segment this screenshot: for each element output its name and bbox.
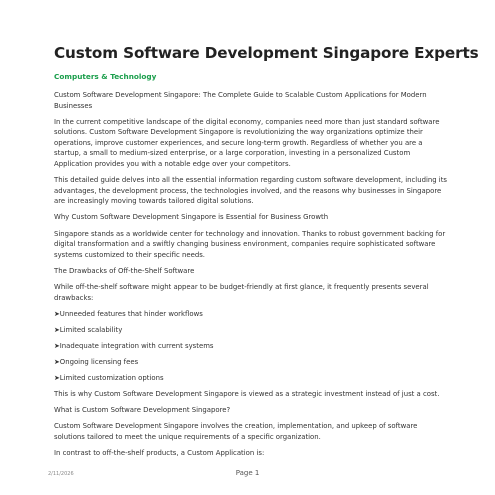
list-item: ➤Ongoing licensing fees <box>54 357 139 366</box>
page-number: Page 1 <box>235 469 260 477</box>
section-heading-why: Why Custom Software Development Singapore is Essential for Business Growth <box>54 213 329 222</box>
definition-paragraph: Custom Software Development Singapore involves the creation, implementation, and upkeep of software solutions tailored to meet the unique requirements of a specific organization. <box>54 422 418 441</box>
list-item: ➤Inadequate integration with current systems <box>54 341 214 350</box>
page-title: Custom Software Development Singapore Experts <box>54 44 479 62</box>
investment-paragraph: This is why Custom Software Development Singapore is viewed as a strategic investment instead of just a cost. <box>54 390 440 399</box>
subtitle-paragraph: Custom Software Development Singapore: The Complete Guide to Scalable Custom Applications for Modern Businesses <box>54 91 427 110</box>
document-content <box>54 44 479 464</box>
footer-date: 2/11/2026 <box>48 471 74 477</box>
intro-paragraph: In the current competitive landscape of the digital economy, companies need more than just standard software solutions. Custom Software Development Singapore is revolutionizing the way organizations optimize their operations, improve customer experiences, and secure long-term growth. Regardless of whether you are a startup, a small to medium-sized enterprise, or a large corporation, investing in a personalized Custom Application provides you with a notable edge over your competitors. <box>54 117 440 169</box>
singapore-paragraph: Singapore stands as a worldwide center for technology and innovation. Thanks to robust government backing for digital transformation and a swiftly changing business environment, companies require sophisticated software systems customized to their specific needs. <box>54 229 446 259</box>
drawbacks-paragraph: While off-the-shelf software might appear to be budget-friendly at first glance, it frequently presents several drawbacks: <box>54 282 429 302</box>
list-item: ➤Limited customization options <box>54 373 164 382</box>
guide-paragraph: This detailed guide delves into all the essential information regarding custom software development, including its advantages, the development process, the technologies involved, and the reasons why businesses in Singapore are increasingly moving towards tailored digital solutions. <box>54 176 447 206</box>
list-item: ➤Limited scalability <box>54 325 123 334</box>
category-label: Computers & Technology <box>54 72 157 81</box>
section-heading-what: What is Custom Software Development Singapore? <box>54 406 231 415</box>
contrast-paragraph: In contrast to off-the-shelf products, a Custom Application is: <box>54 448 265 457</box>
section-heading-drawbacks: The Drawbacks of Off-the-Shelf Software <box>54 266 195 275</box>
list-item: ➤Unneeded features that hinder workflows <box>54 309 203 318</box>
